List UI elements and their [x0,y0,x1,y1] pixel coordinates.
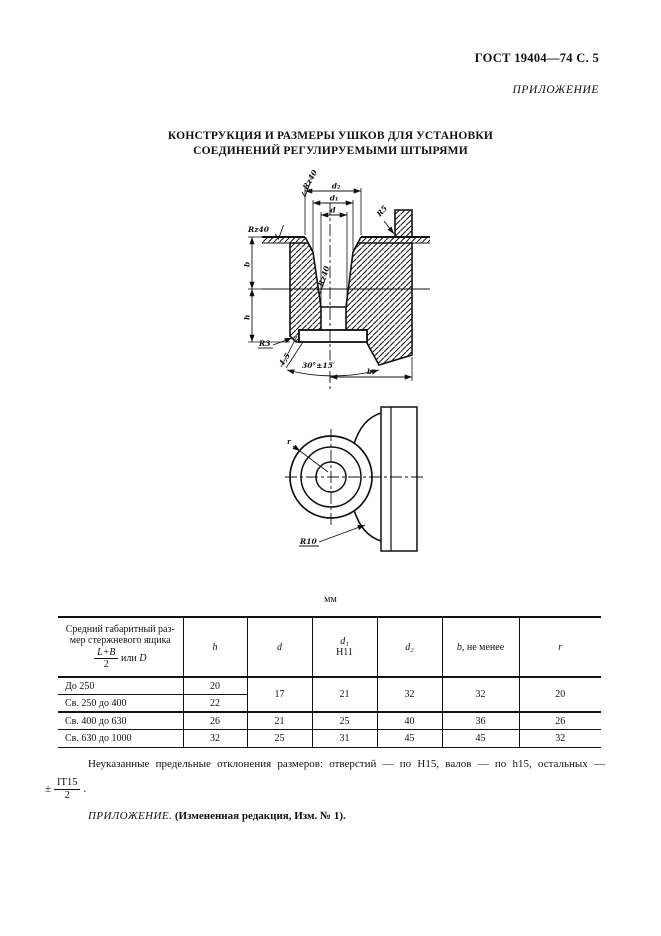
page-title [0,129,661,158]
dimension-label-r: r [287,437,291,446]
table-row: До 250 20 17 21 32 32 20 [58,677,601,695]
roughness-label-top: Rz40 [300,168,320,191]
col-header-h: h [183,617,247,677]
dimension-label-b-bottom: b [367,367,373,376]
table-row: Св. 400 до 630 26 21 25 40 36 26 [58,712,601,730]
dimension-label-d2: d₂ [331,181,341,191]
col-header-d2: d₂ [377,617,442,677]
dimension-label-b-left: b [242,261,252,267]
col-header-box-size: Средний габаритный раз- мер стержневого ящика $\frac{L+B}{2}$ или D [58,617,183,677]
radius-label-r3: R3 [259,339,271,348]
dimension-table [58,616,601,748]
col-header-b: b, не менее [442,617,519,677]
col-header-d1: d₁ H11 [312,617,377,677]
doc-reference: ГОСТ 19404—74 С. 5 [474,51,599,65]
plus-minus-sign: ± [45,782,52,795]
col-header-d: d [247,617,312,677]
col-header-r: r [519,617,601,677]
roughness-label-bore: Rz40 [316,264,332,288]
technical-drawing [230,165,440,570]
section-view [243,168,431,389]
table-header-row [58,617,601,677]
page-title-line1: КОНСТРУКЦИЯ И РАЗМЕРЫ УШКОВ ДЛЯ УСТАНОВКИ [167,130,494,142]
unit-label: мм [324,594,337,605]
lug-body-left [290,243,321,342]
plate-hatch-right [361,238,430,243]
tolerance-note: Неуказанные предельные отклонения размеров: отверстий — по Н15, валов — по h15, остальных — ± $\frac{IT15}{2}$ . [45,758,605,801]
dimension-label-d1: d₁ [329,193,339,203]
wall-section [395,210,412,237]
plate-hatch-left [262,238,305,243]
table-row: Св. 630 до 1000 32 25 31 45 45 32 [58,730,601,748]
page-title-line2: СОЕДИНЕНИЙ РЕГУЛИРУЕМЫМИ ШТЫРЯМИ [193,144,468,157]
lug-body-right [346,243,412,365]
dimension-label-d: d [330,205,336,215]
chamfer-label: 1,5 [277,351,293,368]
roughness-label-side: Rz40 [248,225,269,234]
annex-reference: ПРИЛОЖЕНИЕ. (Измененная редакция, Изм. № 1). [88,810,346,822]
radius-label-r10: R10 [300,537,317,546]
annex-label: ПРИЛОЖЕНИЕ [512,84,599,96]
radius-label-r5: R5 [374,203,390,219]
cone-angle-label: 30°±15′ [302,361,335,370]
table-row: Св. 250 до 400 22 [58,695,601,713]
front-view [285,407,426,551]
dimension-label-h: h [242,314,252,320]
pin-seat-plate [299,330,367,342]
wall-front [381,407,417,551]
